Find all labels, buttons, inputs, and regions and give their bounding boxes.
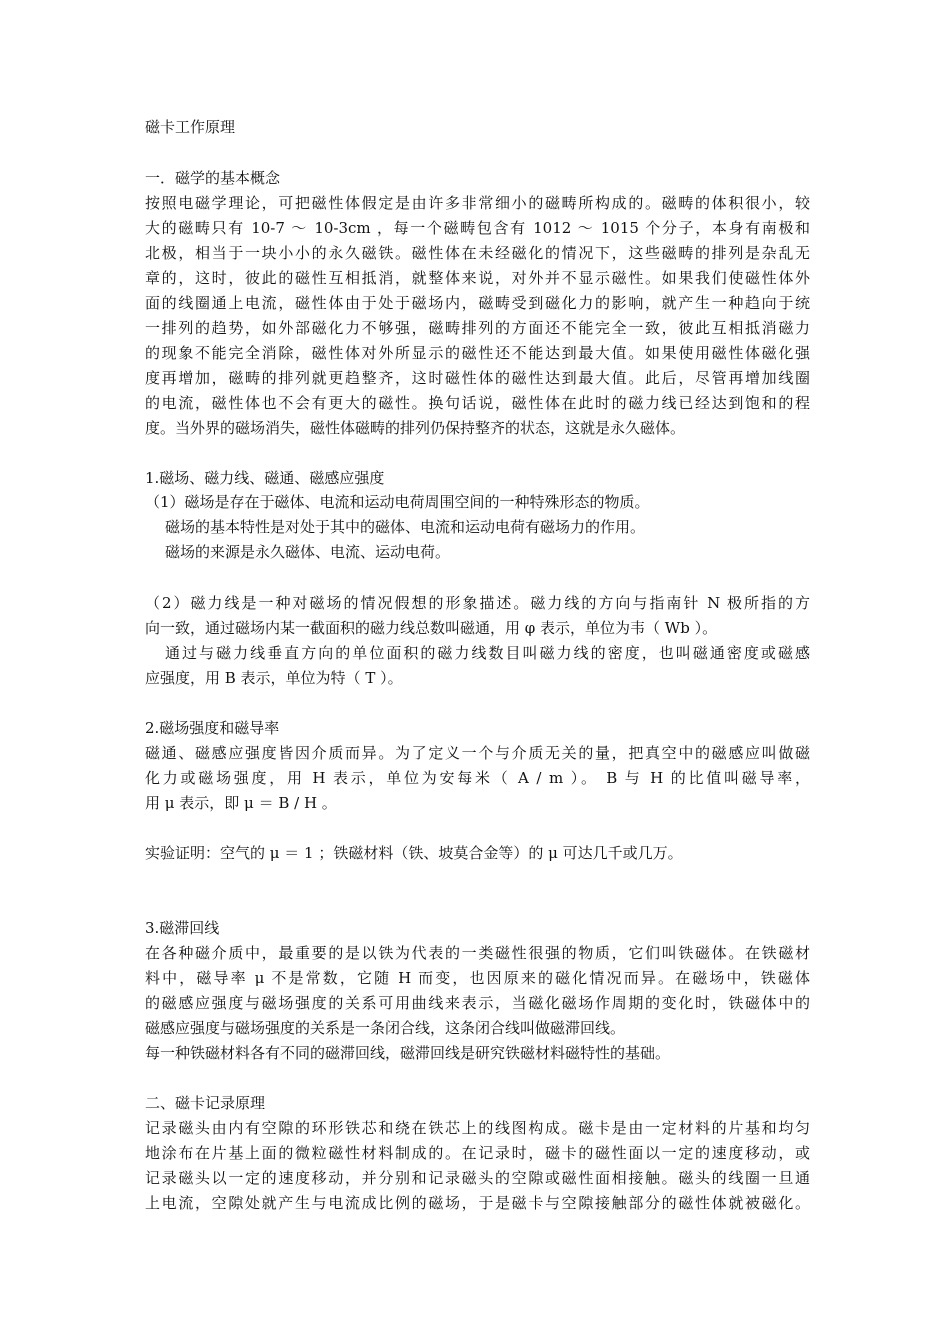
paragraph-line: 的电流，磁性体也不会有更大的磁性。换句话说，磁性体在此时的磁力线已经达到饱和的程: [145, 394, 810, 412]
paragraph-line: 记录磁头以一定的速度移动，并分别和记录磁头的空隙或磁性面相接触。磁头的线圈一旦通: [145, 1169, 810, 1187]
subsection-heading: 3.磁滞回线: [145, 919, 220, 937]
paragraph-line: 向一致，通过磁场内某一截面积的磁力线总数叫磁通，用 φ 表示，单位为韦（ Wb ）。: [145, 619, 718, 637]
paragraph-line: 磁场的来源是永久磁体、电流、运动电荷。: [165, 543, 451, 561]
paragraph-line: 上电流，空隙处就产生与电流成比例的磁场，于是磁卡与空隙接触部分的磁性体就被磁化。: [145, 1194, 810, 1212]
paragraph-line: 每一种铁磁材料各有不同的磁滞回线，磁滞回线是研究铁磁材料磁特性的基础。: [145, 1044, 671, 1062]
subsection-heading: 2.磁场强度和磁导率: [145, 719, 280, 737]
paragraph-line: 面的线圈通上电流，磁性体由于处于磁场内，磁畴受到磁化力的影响，就产生一种趋向于统: [145, 294, 810, 312]
paragraph-line: 应强度，用 B 表示，单位为特（ T ）。: [145, 669, 403, 687]
paragraph-line: 料中，磁导率 μ 不是常数，它随 H 而变，也因原来的磁化情况而异。在磁场中，铁磁体: [145, 969, 810, 987]
paragraph-line: 实验证明：空气的 μ ＝ 1 ；铁磁材料（铁、坡莫合金等）的 μ 可达几千或几万。: [145, 844, 683, 862]
paragraph-line: （1）磁场是存在于磁体、电流和运动电荷周围空间的一种特殊形态的物质。: [145, 493, 650, 511]
doc-title: 磁卡工作原理: [145, 118, 236, 136]
paragraph-line: 通过与磁力线垂直方向的单位面积的磁力线数目叫磁力线的密度，也叫磁通密度或磁感: [165, 644, 810, 662]
paragraph-line: 记录磁头由内有空隙的环形铁芯和绕在铁芯上的线图构成。磁卡是由一定材料的片基和均匀: [145, 1119, 810, 1137]
paragraph-line: 度。当外界的磁场消失，磁性体磁畴的排列仍保持整齐的状态，这就是永久磁体。: [145, 419, 686, 437]
paragraph-line: 磁感应强度与磁场强度的关系是一条闭合线，这条闭合线叫做磁滞回线。: [145, 1019, 626, 1037]
paragraph-line: 按照电磁学理论，可把磁性体假定是由许多非常细小的磁畴所构成的。磁畴的体积很小，较: [145, 194, 810, 212]
paragraph-line: （2）磁力线是一种对磁场的情况假想的形象描述。磁力线的方向与指南针 N 极所指的方: [145, 594, 810, 612]
section-heading: 二、磁卡记录原理: [145, 1094, 266, 1112]
paragraph-line: 度再增加，磁畴的排列就更趋整齐，这时磁性体的磁性达到最大值。此后，尽管再增加线圈: [145, 369, 810, 387]
paragraph-line: 磁场的基本特性是对处于其中的磁体、电流和运动电荷有磁场力的作用。: [165, 518, 646, 536]
paragraph-line: 一排列的趋势，如外部磁化力不够强，磁畴排列的方面还不能完全一致，彼此互相抵消磁力: [145, 319, 810, 337]
paragraph-line: 磁通、磁感应强度皆因介质而异。为了定义一个与介质无关的量，把真空中的磁感应叫做磁: [145, 744, 810, 762]
paragraph-line: 用 μ 表示，即 μ ＝ B / H 。: [145, 794, 337, 812]
subsection-heading: 1.磁场、磁力线、磁通、磁感应强度: [145, 469, 385, 487]
paragraph-line: 大的磁畴只有 10-7 ～ 10-3cm ，每一个磁畴包含有 1012 ～ 1015 个分子，本身有南极和: [145, 219, 810, 237]
paragraph-line: 的磁感应强度与磁场强度的关系可用曲线来表示，当磁化磁场作周期的变化时，铁磁体中的: [145, 994, 810, 1012]
section-heading: 一．磁学的基本概念: [145, 169, 281, 187]
paragraph-line: 在各种磁介质中，最重要的是以铁为代表的一类磁性很强的物质，它们叫铁磁体。在铁磁材: [145, 944, 810, 962]
paragraph-line: 北极，相当于一块小小的永久磁铁。磁性体在未经磁化的情况下，这些磁畴的排列是杂乱无: [145, 244, 810, 262]
paragraph-line: 的现象不能完全消除，磁性体对外所显示的磁性还不能达到最大值。如果使用磁性体磁化强: [145, 344, 810, 362]
paragraph-line: 地涂布在片基上面的微粒磁性材料制成的。在记录时，磁卡的磁性面以一定的速度移动，或: [145, 1144, 810, 1162]
paragraph-line: 化力或磁场强度，用 H 表示，单位为安每米（ A / m ）。 B 与 H 的比值叫磁导率，: [145, 769, 810, 787]
paragraph-line: 章的，这时，彼此的磁性互相抵消，就整体来说，对外并不显示磁性。如果我们使磁性体外: [145, 269, 810, 287]
